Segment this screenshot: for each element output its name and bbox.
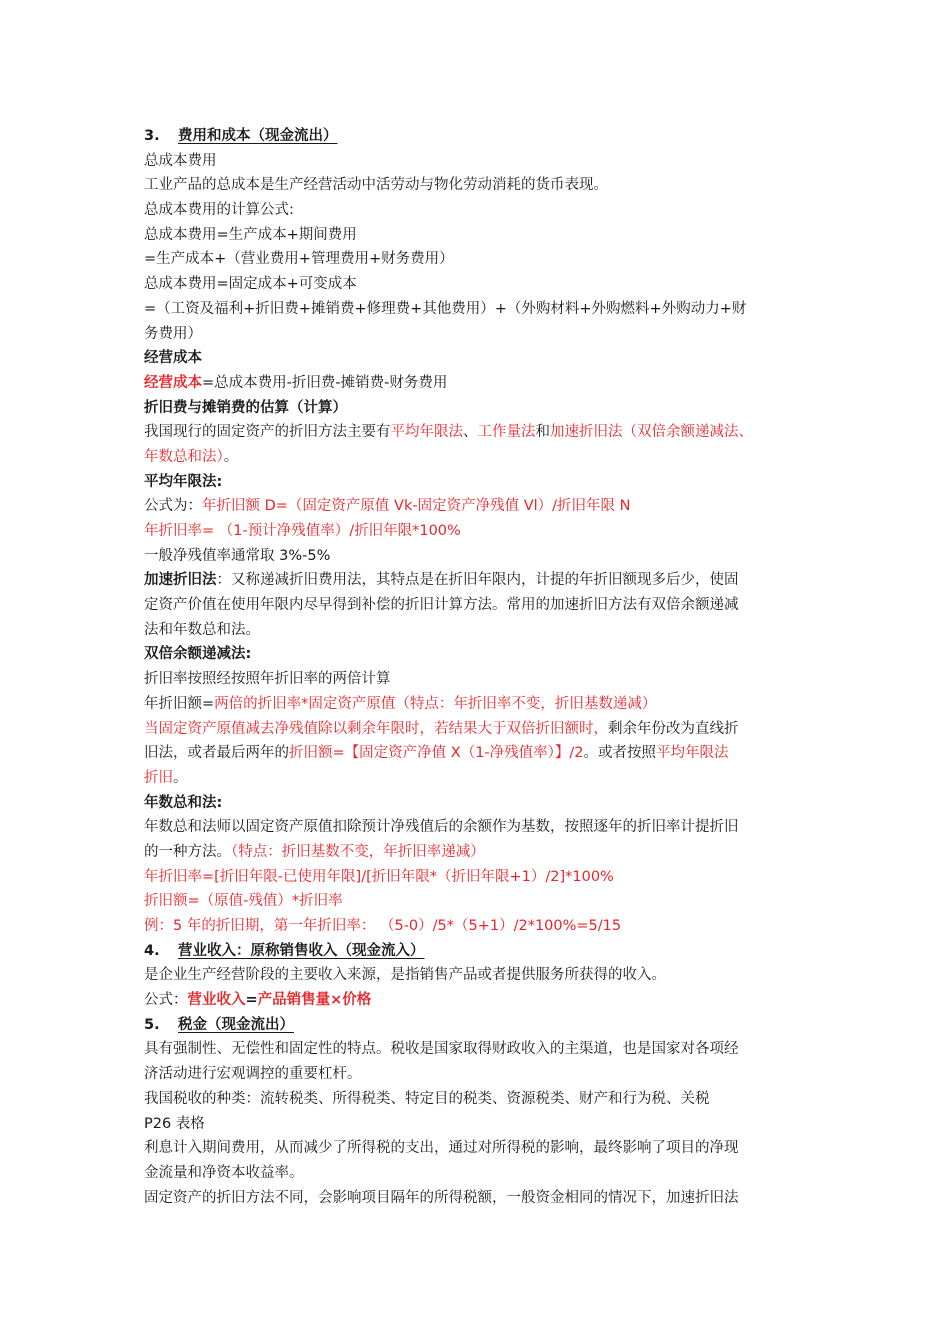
straight-line-rate: 年折旧率= （1-预计净残值率）/折旧年限*100% <box>144 523 461 539</box>
ddb-rule-line-2: 旧法，或者最后两年的折旧额=【固定资产净值 X（1-净残值率）】/2。或者按照平均年限法 <box>144 745 729 762</box>
accelerated-line-2: 定资产价值在使用年限内尽早得到补偿的折旧计算方法。常用的加速折旧方法有双倍余额递减 <box>144 597 739 614</box>
syd-feature-line: 的一种方法。（特点：折旧基数不变，年折旧率递减） <box>144 843 485 860</box>
formula-line: =生产成本+（营业费用+管理费用+财务费用） <box>144 251 454 268</box>
ddb-formula: 年折旧额=两倍的折旧率*固定资产原值（特点：年折旧率不变，折旧基数递减） <box>144 695 657 712</box>
text-line: 利息计入期间费用，从而减少了所得税的支出，通过对所得税的影响，最终影响了项目的净现 <box>144 1140 739 1157</box>
text-line: P26 表格 <box>144 1115 205 1132</box>
subheading-sum-of-years: 年数总和法: <box>144 794 223 811</box>
ddb-rule-line-1: 当固定资产原值减去净残值除以剩余年限时，若结果大于双倍折旧额时，剩余年份改为直线折 <box>144 720 739 737</box>
straight-line-formula: 公式为：年折旧额 D=（固定资产原值 Vk-固定资产净残值 Vl）/折旧年限 N <box>144 498 631 515</box>
text-line: 济活动进行宏观调控的重要杠杆。 <box>144 1066 362 1083</box>
text-line: 总成本费用的计算公式: <box>144 202 294 219</box>
document-page <box>144 124 814 1210</box>
text-line: 一般净残值率通常取 3%-5% <box>144 547 331 564</box>
text-line: 工业产品的总成本是生产经营活动中活劳动与物化劳动消耗的货币表现。 <box>144 177 608 194</box>
text-line: 具有强制性、无偿性和固定性的特点。税收是国家取得财政收入的主渠道，也是国家对各项经 <box>144 1041 739 1058</box>
depreciation-methods-line-1: 我国现行的固定资产的折旧方法主要有平均年限法、工作量法和加速折旧法（双倍余额递减法、 <box>144 424 753 441</box>
syd-example: 例：5 年的折旧期，第一年折旧率： （5-0）/5*（5+1）/2*100%=5/15 <box>144 918 622 934</box>
ddb-rule-line-3: 折旧。 <box>144 769 188 786</box>
accelerated-line-1: 加速折旧法：又称递减折旧费用法，其特点是在折旧年限内，计提的年折旧额现多后少，使固 <box>144 572 739 589</box>
operating-cost-formula: 经营成本=总成本费用-折旧费-摊销费-财务费用 <box>144 374 448 391</box>
section-4-heading: 4. 营业收入：原称销售收入（现金流入） <box>144 942 425 959</box>
text-line: 年数总和法师以固定资产原值扣除预计净残值后的余额作为基数，按照逐年的折旧率计提折旧 <box>144 819 739 836</box>
revenue-formula: 公式：营业收入=产品销售量×价格 <box>144 992 372 1009</box>
section-5-heading: 5. 税金（现金流出） <box>144 1016 294 1033</box>
text-line: 金流量和净资本收益率。 <box>144 1164 304 1181</box>
text-line: 我国税收的种类：流转税类、所得税类、特定目的税类、资源税类、财产和行为税、关税 <box>144 1090 710 1107</box>
section-3-heading: 3. 费用和成本（现金流出） <box>144 128 338 144</box>
syd-rate-formula: 年折旧率=[折旧年限-已使用年限]/[折旧年限*（折旧年限+1）/2]*100% <box>144 868 614 885</box>
subheading-double-declining: 双倍余额递减法: <box>144 646 252 663</box>
formula-line: 务费用） <box>144 325 202 342</box>
text-line: 是企业生产经营阶段的主要收入来源，是指销售产品或者提供服务所获得的收入。 <box>144 967 666 984</box>
formula-line: =（工资及福利+折旧费+摊销费+修理费+其他费用）+（外购材料+外购燃料+外购动力+财 <box>144 300 747 317</box>
subheading-straight-line: 平均年限法: <box>144 473 223 490</box>
subheading-operating-cost: 经营成本 <box>144 350 202 367</box>
syd-amount-formula: 折旧额=（原值-残值）*折旧率 <box>144 893 343 910</box>
depreciation-methods-line-2: 年数总和法）。 <box>144 448 239 465</box>
formula-line: 总成本费用=生产成本+期间费用 <box>144 226 357 243</box>
accelerated-line-3: 法和年数总和法。 <box>144 621 260 638</box>
text-line: 折旧率按照经按照年折旧率的两倍计算 <box>144 671 391 688</box>
subheading-depreciation: 折旧费与摊销费的估算（计算） <box>144 399 347 416</box>
text-line: 固定资产的折旧方法不同，会影响项目隔年的所得税额，一般资金相同的情况下，加速折旧法 <box>144 1189 739 1206</box>
formula-line: 总成本费用=固定成本+可变成本 <box>144 276 357 293</box>
text-line: 总成本费用 <box>144 152 217 169</box>
